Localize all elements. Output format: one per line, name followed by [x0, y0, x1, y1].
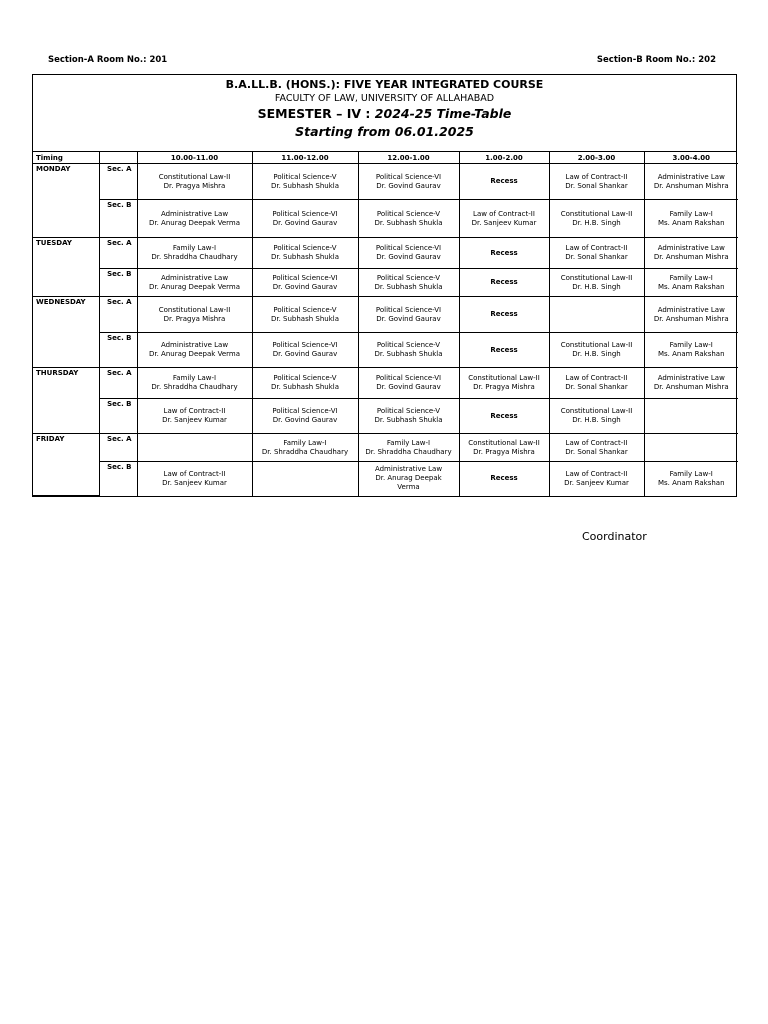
teacher-name: Dr. Govind Gaurav — [272, 218, 338, 227]
semester-label: SEMESTER – IV : — [257, 106, 375, 121]
day-label: THURSDAY — [33, 368, 99, 434]
subject-name: Political Science-VI — [272, 341, 338, 349]
start-date: Starting from 06.01.2025 — [295, 124, 474, 139]
teacher-name: Dr. Subhash Shukla — [270, 253, 340, 261]
subject-name: Law of Contract-II — [473, 209, 535, 218]
subject-name: Administrative Law — [657, 172, 725, 181]
teacher-name: Dr. Subhash Shukla — [270, 181, 340, 190]
subject-name: Political Science-V — [273, 374, 337, 382]
subject-name: Recess — [490, 411, 518, 420]
subject-name: Recess — [490, 310, 518, 318]
subject-name: Administrative Law — [657, 244, 725, 252]
timetable-cell — [459, 200, 549, 238]
subject-name: Recess — [490, 345, 518, 354]
timing-row — [33, 152, 738, 164]
timetable-cell — [137, 297, 252, 333]
teacher-name: Dr. Subhash Shukla — [374, 282, 443, 291]
timetable-cell — [137, 269, 252, 297]
teacher-name: Dr. Pragya Mishra — [473, 447, 535, 456]
subject-name: Law of Contract-II — [565, 469, 628, 478]
timetable-cell — [137, 333, 252, 368]
timetable-cell — [459, 434, 549, 462]
section-column-header — [99, 152, 137, 164]
teacher-name: Dr. Subhash Shukla — [374, 416, 443, 424]
session-label: 2024-25 Time-Table — [374, 106, 512, 121]
section-label: Sec. A — [99, 164, 137, 200]
teacher-name: Dr. Subhash Shukla — [374, 350, 443, 358]
timetable-cell — [252, 269, 358, 297]
timetable-cell — [644, 238, 738, 269]
subject-name: Law of Contract-II — [163, 407, 226, 415]
timetable-cell — [459, 297, 549, 333]
section-label: Sec. B — [99, 399, 137, 434]
section-label: Sec. B — [99, 462, 137, 496]
subject-name: Political Science-V — [376, 407, 441, 415]
subject-name: Administrative Law — [374, 465, 443, 474]
teacher-name: Dr. Anshuman Mishra — [653, 181, 729, 190]
teacher-name: Dr. Govind Gaurav — [376, 181, 441, 190]
timetable-cell — [252, 333, 358, 368]
section-label: Sec. B — [99, 333, 137, 368]
subject-name: Family Law-I — [172, 244, 217, 252]
subject-name: Political Science-V — [273, 172, 337, 181]
slot-header: 1.00-2.00 — [459, 152, 549, 164]
timetable-cell — [459, 269, 549, 297]
subject-name: Political Science-V — [376, 273, 441, 282]
timetable-cell — [252, 368, 358, 399]
subject-name: Political Science-VI — [375, 374, 442, 382]
timetable-cell — [459, 238, 549, 269]
teacher-name: Dr. Anshuman Mishra — [653, 253, 729, 261]
day-label: MONDAY — [33, 164, 99, 238]
teacher-name: Ms. Anam Rakshan — [657, 350, 725, 358]
teacher-name: Dr. Pragya Mishra — [473, 383, 535, 391]
coordinator-label: Coordinator — [582, 530, 647, 543]
day-label: FRIDAY — [33, 434, 99, 496]
teacher-name: Dr. Subhash Shukla — [270, 314, 340, 323]
timetable-cell — [358, 462, 459, 496]
teacher-name: Dr. Govind Gaurav — [376, 253, 441, 261]
subject-name: Constitutional Law-II — [560, 273, 633, 282]
timetable-cell — [358, 200, 459, 238]
subject-name: Law of Contract-II — [565, 374, 628, 382]
timetable-cell — [137, 368, 252, 399]
teacher-name: Dr. Shraddha Chaudhary — [151, 253, 238, 261]
teacher-name: Dr. Govind Gaurav — [376, 383, 441, 391]
subject-name: Political Science-VI — [272, 273, 338, 282]
subject-name: Recess — [490, 278, 518, 286]
timetable-cell — [137, 164, 252, 200]
teacher-name: Dr. Anurag Deepak Verma — [148, 282, 240, 291]
subject-name: Administrative Law — [160, 273, 229, 282]
subject-name: Family Law-I — [669, 341, 713, 349]
faculty-name: FACULTY OF LAW, UNIVERSITY OF ALLAHABAD — [274, 93, 495, 104]
teacher-name: Ms. Anam Rakshan — [657, 478, 725, 487]
timetable-row — [33, 434, 738, 462]
subject-name: Recess — [490, 474, 518, 483]
subject-name: Political Science-VI — [375, 305, 442, 314]
timetable-cell — [137, 238, 252, 269]
teacher-name: Dr. Shraddha Chaudhary — [365, 447, 452, 456]
subject-name: Constitutional Law-II — [158, 172, 231, 181]
semester-title — [33, 105, 736, 123]
timetable-cell — [358, 164, 459, 200]
subject-name: Family Law-I — [386, 438, 431, 447]
timetable-cell — [252, 434, 358, 462]
teacher-name: Dr. Govind Gaurav — [376, 314, 441, 323]
teacher-name: Verma — [397, 483, 420, 492]
subject-name: Law of Contract-II — [565, 438, 628, 447]
slot-header: 2.00-3.00 — [549, 152, 644, 164]
timetable-row — [33, 462, 738, 496]
timetable-cell — [459, 333, 549, 368]
timetable-cell — [358, 434, 459, 462]
timetable-cell — [252, 297, 358, 333]
timetable-cell — [252, 238, 358, 269]
subject-name: Recess — [490, 177, 518, 185]
subject-name: Law of Contract-II — [163, 469, 226, 478]
timetable-row — [33, 164, 738, 200]
timetable-row — [33, 200, 738, 238]
timetable-cell — [358, 368, 459, 399]
timetable-cell — [549, 434, 644, 462]
timetable-body — [33, 164, 738, 496]
teacher-name: Dr. Sonal Shankar — [565, 447, 628, 456]
subject-name: Constitutional Law-II — [560, 209, 633, 218]
teacher-name: Dr. Sanjeev Kumar — [162, 416, 227, 424]
teacher-name: Dr. Sanjeev Kumar — [471, 218, 537, 227]
teacher-name: Dr. Subhash Shukla — [374, 218, 443, 227]
teacher-name: Dr. Govind Gaurav — [272, 416, 338, 424]
timetable-cell — [549, 297, 644, 333]
subject-name: Family Law-I — [669, 469, 713, 478]
section-label: Sec. A — [99, 238, 137, 269]
day-label: WEDNESDAY — [33, 297, 99, 368]
teacher-name: Dr. Shraddha Chaudhary — [261, 447, 349, 456]
teacher-name: Dr. Govind Gaurav — [272, 282, 338, 291]
timetable-cell — [549, 238, 644, 269]
subject-name: Law of Contract-II — [565, 172, 628, 181]
subject-name: Administrative Law — [160, 341, 229, 349]
section-label: Sec. B — [99, 200, 137, 238]
subject-name: Family Law-I — [669, 209, 713, 218]
timetable-row — [33, 297, 738, 333]
timetable-row — [33, 333, 738, 368]
teacher-name: Dr. Shraddha Chaudhary — [151, 383, 238, 391]
timetable-row — [33, 238, 738, 269]
timetable-cell — [137, 462, 252, 496]
slot-header: 3.00-4.00 — [644, 152, 738, 164]
teacher-name: Dr. Sanjeev Kumar — [564, 478, 629, 487]
teacher-name: Dr. Govind Gaurav — [272, 350, 338, 358]
timetable-cell — [459, 368, 549, 399]
teacher-name: Dr. Anurag Deepak — [375, 474, 442, 483]
subject-name: Administrative Law — [657, 374, 725, 382]
subject-name: Political Science-VI — [272, 209, 338, 218]
timetable-cell — [549, 399, 644, 434]
day-label: TUESDAY — [33, 238, 99, 297]
timetable-cell — [549, 164, 644, 200]
slot-header: 10.00-11.00 — [137, 152, 252, 164]
teacher-name: Dr. H.B. Singh — [572, 282, 621, 291]
timetable-cell — [358, 238, 459, 269]
timetable-cell — [549, 368, 644, 399]
timetable-cell — [358, 297, 459, 333]
subject-name: Political Science-VI — [375, 244, 442, 252]
timetable-cell — [644, 164, 738, 200]
subject-name: Family Law-I — [172, 374, 217, 382]
timetable-cell — [358, 399, 459, 434]
timetable-cell — [252, 399, 358, 434]
teacher-name: Dr. Anurag Deepak Verma — [148, 350, 240, 358]
subject-name: Constitutional Law-II — [560, 341, 633, 349]
teacher-name: Dr. Sonal Shankar — [565, 383, 628, 391]
subject-name: Law of Contract-II — [565, 244, 628, 252]
section-a-room: Section-A Room No.: 201 — [48, 55, 168, 65]
subject-name: Political Science-V — [273, 305, 337, 314]
timetable-cell — [644, 269, 738, 297]
section-label: Sec. A — [99, 368, 137, 399]
teacher-name: Dr. H.B. Singh — [572, 218, 621, 227]
timetable-header — [33, 75, 736, 152]
subject-name: Constitutional Law-II — [158, 305, 231, 314]
timetable-row — [33, 399, 738, 434]
subject-name: Political Science-V — [273, 244, 337, 252]
timetable-cell — [549, 333, 644, 368]
timing-label: Timing — [33, 152, 99, 164]
teacher-name: Dr. Sonal Shankar — [565, 253, 628, 261]
teacher-name: Dr. Pragya Mishra — [163, 314, 226, 323]
timetable-row — [33, 368, 738, 399]
teacher-name: Dr. Anshuman Mishra — [653, 383, 729, 391]
timetable-cell — [252, 200, 358, 238]
timetable-cell — [252, 164, 358, 200]
teacher-name: Ms. Anam Rakshan — [657, 218, 725, 227]
subject-name: Recess — [490, 248, 518, 257]
timetable-row — [33, 269, 738, 297]
timetable-cell — [137, 399, 252, 434]
timetable-cell — [358, 269, 459, 297]
teacher-name: Ms. Anam Rakshan — [657, 282, 725, 291]
slot-header: 12.00-1.00 — [358, 152, 459, 164]
teacher-name: Dr. Sonal Shankar — [565, 181, 628, 190]
timetable-cell — [549, 200, 644, 238]
subject-name: Constitutional Law-II — [560, 407, 633, 415]
subject-name: Political Science-V — [376, 209, 441, 218]
section-b-room: Section-B Room No.: 202 — [596, 55, 716, 65]
timetable-cell — [549, 269, 644, 297]
subject-name: Constitutional Law-II — [468, 438, 540, 447]
timetable-cell — [549, 462, 644, 496]
subject-name: Administrative Law — [657, 305, 725, 314]
timetable-cell — [644, 297, 738, 333]
subject-name: Constitutional Law-II — [468, 374, 540, 382]
timetable-cell — [459, 462, 549, 496]
teacher-name: Dr. Pragya Mishra — [163, 181, 226, 190]
timetable-cell — [252, 462, 358, 496]
slot-header: 11.00-12.00 — [252, 152, 358, 164]
timetable-sheet — [32, 74, 737, 497]
teacher-name: Dr. Subhash Shukla — [270, 383, 340, 391]
subject-name: Family Law-I — [669, 273, 713, 282]
subject-name: Political Science-VI — [375, 172, 442, 181]
subject-name: Family Law-I — [283, 438, 327, 447]
course-title: B.A.LL.B. (HONS.): FIVE YEAR INTEGRATED COURSE — [225, 78, 544, 91]
timetable-cell — [644, 368, 738, 399]
timetable — [33, 152, 738, 496]
timetable-cell — [644, 399, 738, 434]
timetable-cell — [644, 462, 738, 496]
teacher-name: Dr. H.B. Singh — [572, 416, 621, 424]
timetable-cell — [459, 164, 549, 200]
room-info — [48, 55, 716, 65]
timetable-cell — [644, 200, 738, 238]
teacher-name: Dr. Anshuman Mishra — [653, 314, 729, 323]
section-label: Sec. B — [99, 269, 137, 297]
timetable-cell — [358, 333, 459, 368]
teacher-name: Dr. H.B. Singh — [572, 350, 621, 358]
subject-name: Political Science-VI — [272, 407, 338, 415]
teacher-name: Dr. Anurag Deepak Verma — [148, 218, 240, 227]
section-label: Sec. A — [99, 297, 137, 333]
timetable-cell — [137, 434, 252, 462]
section-label: Sec. A — [99, 434, 137, 462]
subject-name: Political Science-V — [376, 341, 441, 349]
subject-name: Administrative Law — [160, 209, 229, 218]
timetable-cell — [137, 200, 252, 238]
timetable-cell — [459, 399, 549, 434]
timetable-cell — [644, 333, 738, 368]
teacher-name: Dr. Sanjeev Kumar — [162, 478, 227, 487]
timetable-cell — [644, 434, 738, 462]
